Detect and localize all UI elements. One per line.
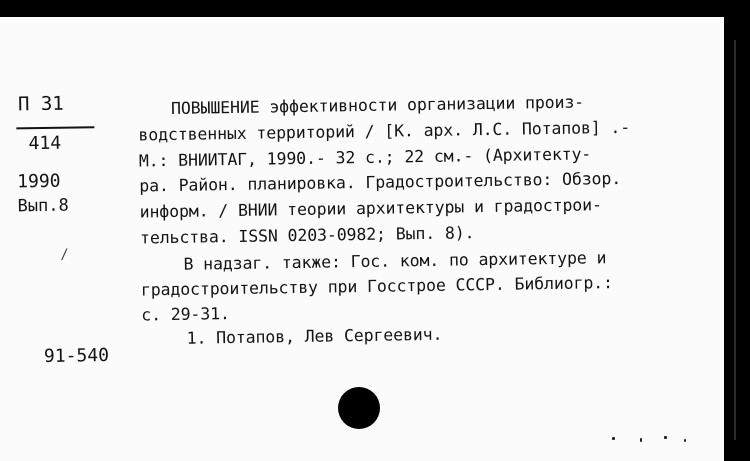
entry-line: М.: ВНИИТАГ, 1990.- 32 с.; 22 см.- (Архитекту- — [138, 144, 592, 171]
scan-speck — [684, 439, 686, 442]
entry-line: ра. Район. планировка. Градостроительство: Обзор. — [139, 168, 622, 196]
shelfmark-class: П 31 — [17, 92, 64, 116]
scan-speck — [612, 437, 615, 440]
tracing-line: 1. Потапов, Лев Сергеевич. — [186, 324, 443, 348]
card-number: 91-540 — [43, 344, 110, 368]
catalog-card — [0, 17, 724, 461]
shelfmark-issue: Вып.8 — [17, 195, 69, 217]
stray-mark: / — [60, 246, 69, 263]
entry-line: тельства. ISSN 0203-0982; Вып. 8). — [139, 223, 475, 248]
note-line: с. 29-31. — [141, 304, 230, 325]
note-line: В надзаг. также: Гос. ком. по архитектуре и — [183, 248, 607, 274]
scan-speck — [640, 438, 642, 442]
scan-speck — [664, 436, 667, 439]
shelfmark-divider — [16, 126, 94, 129]
entry-line: информ. / ВНИИ теории архитектуры и градострои- — [139, 195, 602, 222]
shelfmark-year: 1990 — [17, 170, 61, 193]
entry-line: ПОВЫШЕНИЕ эффективности организации произ- — [170, 92, 585, 118]
scan-edge — [724, 17, 750, 461]
note-line: градостроительству при Госстрое СССР. Библиогр.: — [140, 273, 614, 300]
entry-line: водственных территорий / [К. арх. Л.С. Потапов] .- — [138, 117, 631, 145]
shelfmark-number: 414 — [28, 132, 62, 155]
punch-hole — [338, 387, 380, 429]
scan-edge-line — [734, 40, 736, 440]
